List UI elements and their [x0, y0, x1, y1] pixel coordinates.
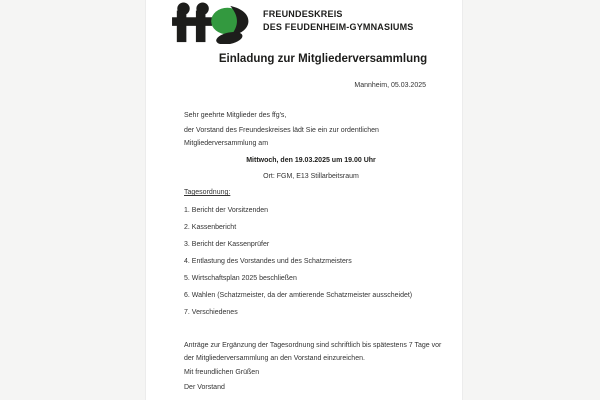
- signature: Der Vorstand: [184, 384, 225, 391]
- org-name: [263, 8, 414, 34]
- agenda-item-4: 4. Entlastung des Vorstandes und des Schatzmeisters: [184, 258, 352, 265]
- agenda-item-7: 7. Verschiedenes: [184, 309, 238, 316]
- agenda-item-2: 2. Kassenbericht: [184, 224, 237, 231]
- note-line-1: Anträge zur Ergänzung der Tagesordnung sind schriftlich bis spätestens 7 Tage vor: [184, 342, 442, 349]
- letter-page: [145, 0, 463, 400]
- agenda-item-6: 6. Wahlen (Schatzmeister, da der amtierende Schatzmeister ausscheidet): [184, 292, 413, 299]
- salutation: Sehr geehrte Mitglieder des ffg's,: [184, 112, 287, 119]
- ffg-logo: [171, 1, 421, 47]
- closing: Mit freundlichen Grüßen: [184, 369, 260, 376]
- agenda-item-5: 5. Wirtschaftsplan 2025 beschließen: [184, 275, 297, 282]
- ffg-logo-icon: [171, 2, 259, 44]
- agenda-item-3: 3. Bericht der Kassenprüfer: [184, 241, 270, 248]
- note-line-2: der Mitgliederversammlung an den Vorstand einzureichen.: [184, 355, 365, 362]
- letter-title: Einladung zur Mitgliederversammlung: [218, 53, 428, 65]
- org-name-line2: DES FEUDENHEIM-GYMNASIUMS: [263, 22, 414, 32]
- meeting-datetime: Mittwoch, den 19.03.2025 um 19.00 Uhr: [246, 157, 376, 164]
- agenda-item-1: 1. Bericht der Vorsitzenden: [184, 207, 269, 214]
- meeting-location: Ort: FGM, E13 Stillarbeitsraum: [263, 173, 359, 180]
- agenda-heading: Tagesordnung:: [184, 189, 231, 196]
- org-name-line1: FREUNDESKREIS: [263, 9, 343, 19]
- place-date-line: Mannheim, 05.03.2025: [354, 82, 426, 89]
- intro-line-2: Mitgliederversammlung am: [184, 140, 269, 147]
- intro-line-1: der Vorstand des Freundeskreises lädt Sie ein zur ordentlichen: [184, 127, 379, 134]
